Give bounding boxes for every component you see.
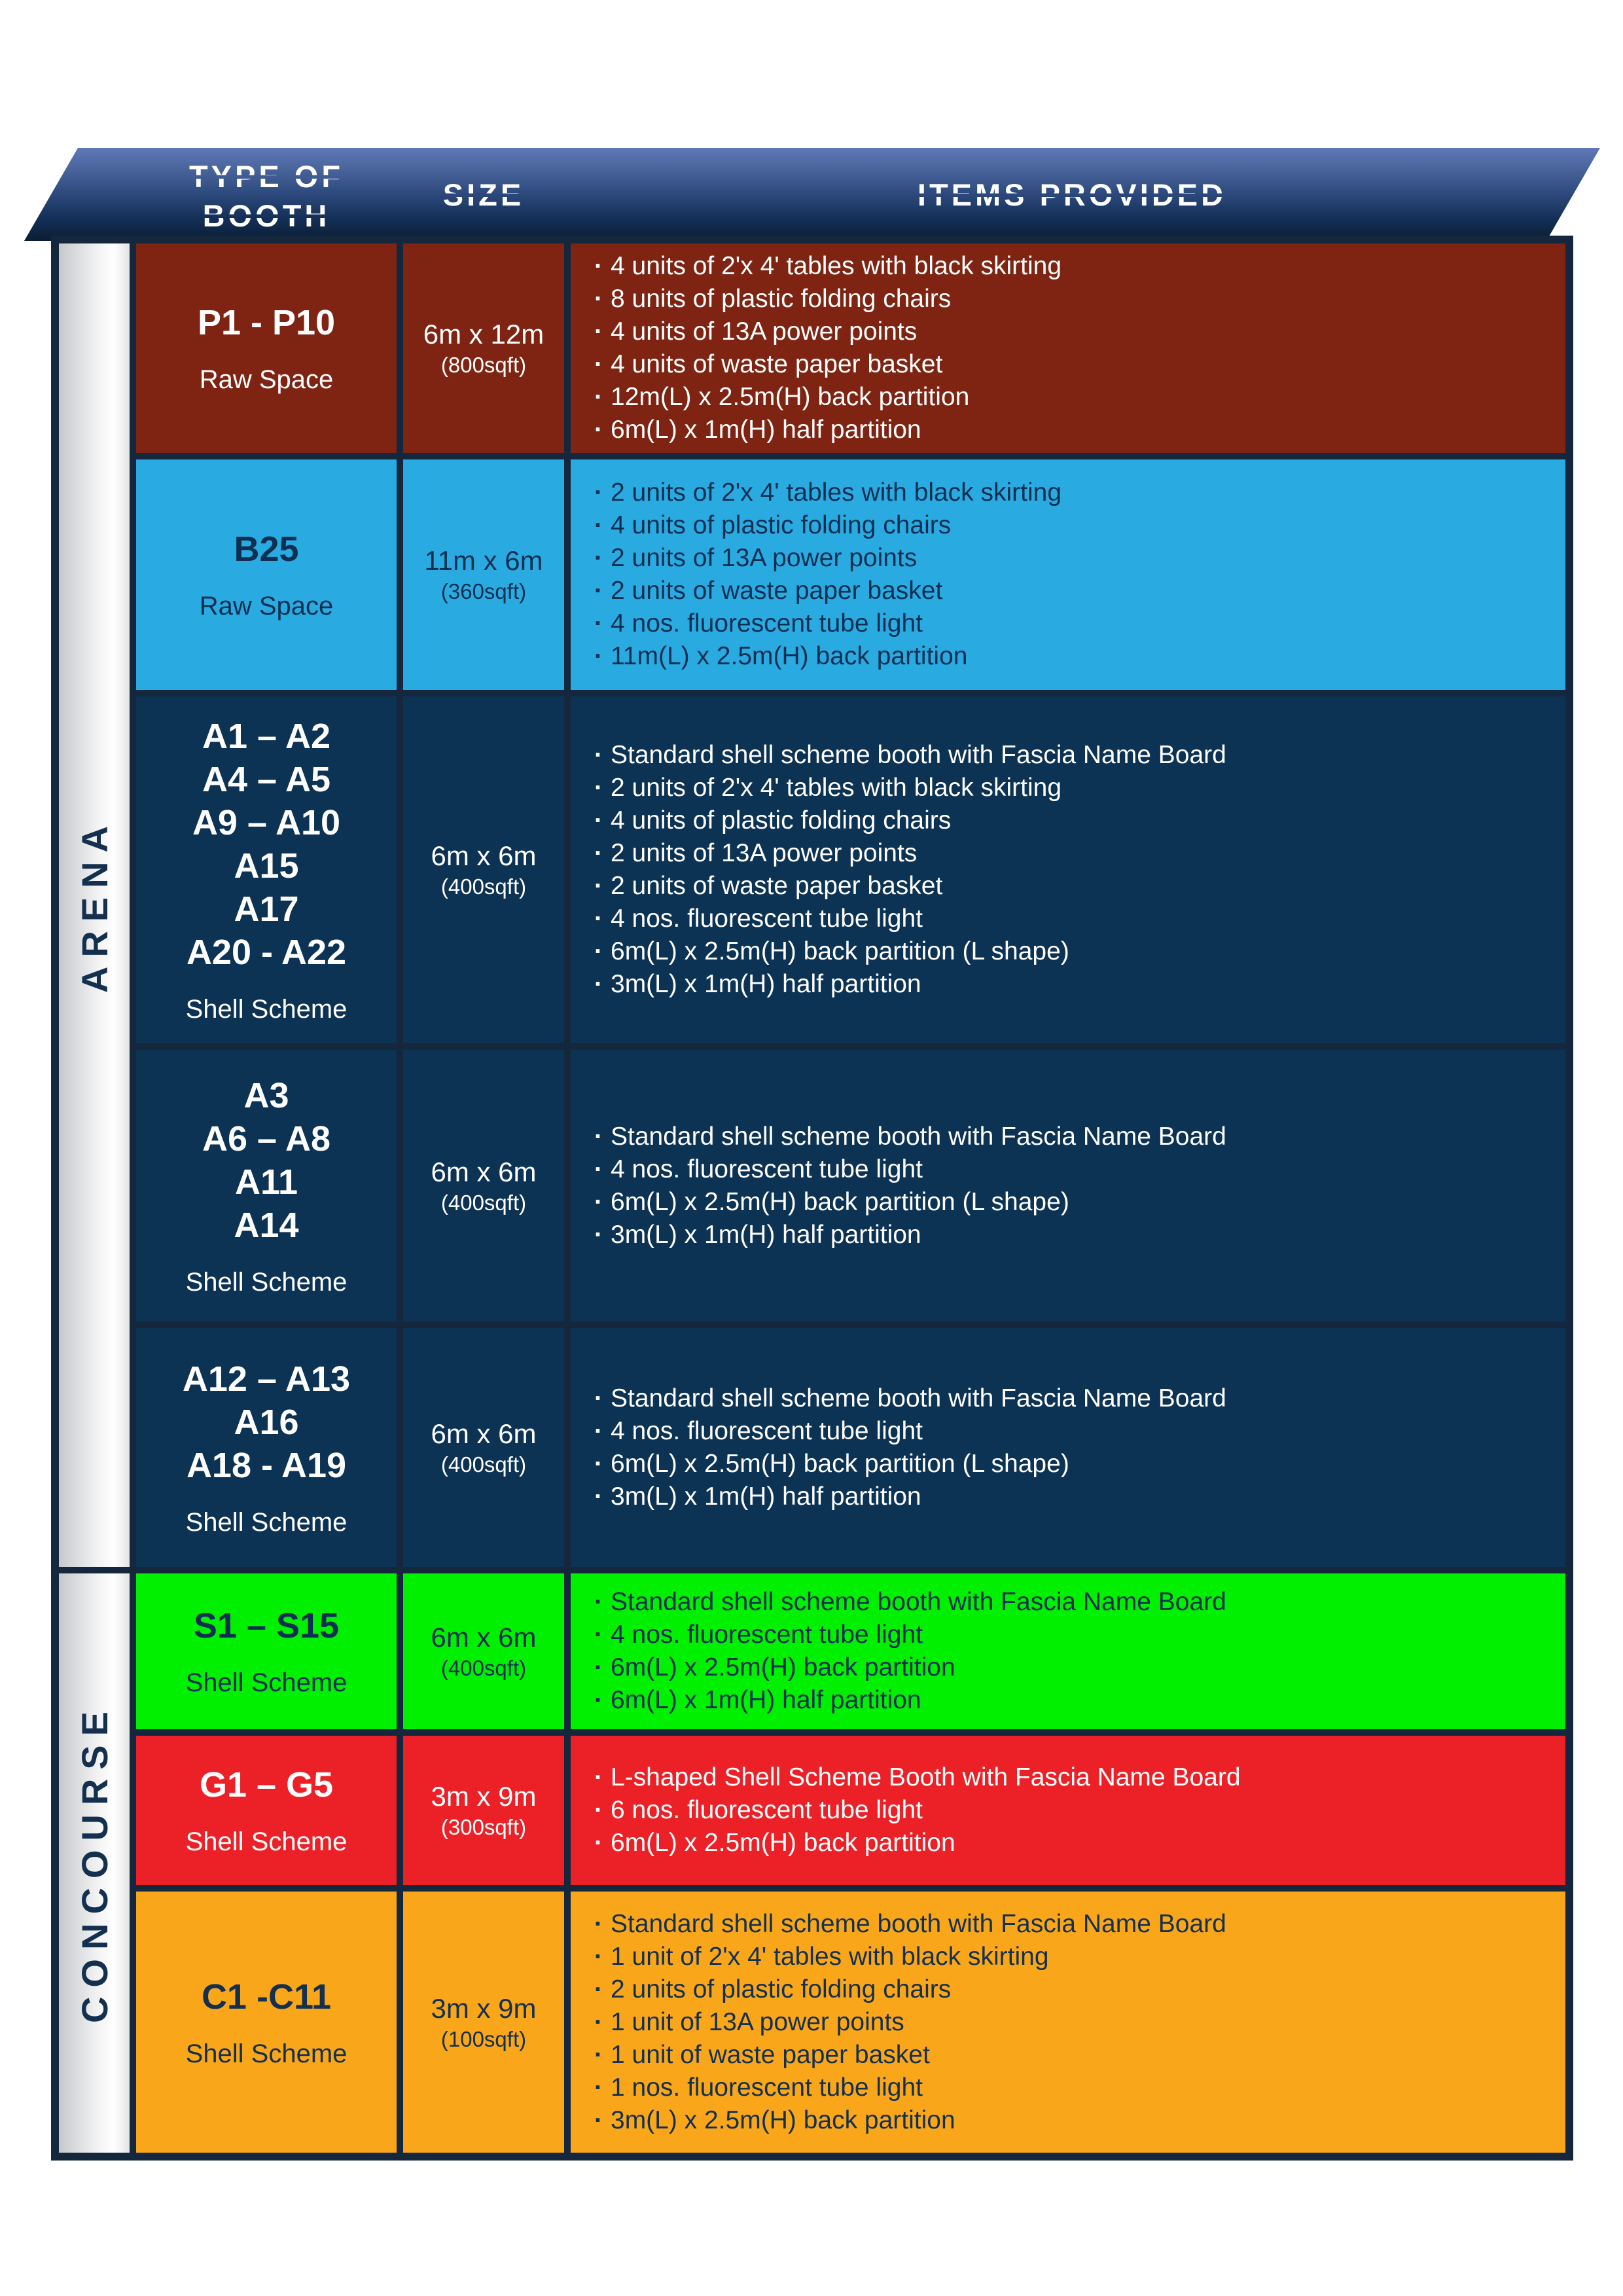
column-header-type-line1: TYPE OF [188, 159, 344, 194]
booth-code: A6 – A8 [202, 1119, 331, 1158]
size-dimensions: 6m x 6m [431, 840, 537, 871]
booth-table [51, 236, 1573, 2161]
booth-cell [136, 1328, 397, 1567]
size-cell [403, 1328, 564, 1567]
item-provided: · 1 unit of 13A power points [593, 2006, 1552, 2039]
item-provided: · 4 units of 2'x 4' tables with black skirting [593, 250, 1552, 283]
items-cell [571, 696, 1565, 1043]
size-area-note: (300sqft) [440, 1815, 527, 1839]
header-banner-labels [0, 0, 1623, 249]
booth-type: Raw Space [199, 592, 334, 620]
booth-type: Shell Scheme [185, 1668, 348, 1697]
items-list [593, 1586, 1552, 1717]
size-area-note: (400sqft) [440, 1656, 527, 1680]
booth-cell [136, 243, 397, 453]
size-cell [403, 1050, 564, 1321]
section-label: ARENA [73, 817, 115, 994]
item-provided: · Standard shell scheme booth with Fascia Name Board [593, 1121, 1552, 1153]
item-provided: · 2 units of 2'x 4' tables with black skirting [593, 476, 1552, 509]
size-dimensions: 6m x 12m [423, 319, 544, 350]
size-area-note: (800sqft) [440, 353, 527, 377]
booth-code: B25 [234, 529, 299, 569]
item-provided: · 8 units of plastic folding chairs [593, 283, 1552, 315]
booth-code: A14 [234, 1205, 299, 1245]
item-provided: · 3m(L) x 1m(H) half partition [593, 1480, 1552, 1513]
item-provided: · 2 units of plastic folding chairs [593, 1973, 1552, 2006]
items-cell [571, 459, 1565, 690]
size-cell [403, 1736, 564, 1885]
item-provided: · 4 units of plastic folding chairs [593, 804, 1552, 837]
item-provided: · 1 unit of waste paper basket [593, 2039, 1552, 2072]
booth-type: Raw Space [199, 365, 334, 394]
items-list [593, 1382, 1552, 1513]
column-header-items-provided: ITEMS PROVIDED [917, 177, 1227, 212]
items-list [593, 1761, 1552, 1859]
item-provided: · 4 nos. fluorescent tube light [593, 903, 1552, 935]
items-cell [571, 1573, 1565, 1729]
item-provided: · 4 units of waste paper basket [593, 348, 1552, 381]
items-list [593, 1908, 1552, 2137]
item-provided: · 6m(L) x 1m(H) half partition [593, 1684, 1552, 1717]
booth-code: A17 [234, 889, 299, 929]
booth-code: A18 - A19 [186, 1445, 347, 1485]
item-provided: · 3m(L) x 1m(H) half partition [593, 1219, 1552, 1251]
booth-code: A20 - A22 [186, 933, 347, 972]
booth-code: A4 – A5 [202, 760, 331, 799]
item-provided: · 4 nos. fluorescent tube light [593, 1415, 1552, 1448]
section-label: CONCOURSE [73, 1702, 115, 2024]
size-dimensions: 3m x 9m [431, 1992, 537, 2024]
booth-cell [136, 459, 397, 690]
item-provided: · 6 nos. fluorescent tube light [593, 1794, 1552, 1827]
booth-cell [136, 1892, 397, 2153]
size-cell [403, 243, 564, 453]
booth-type: Shell Scheme [185, 995, 348, 1024]
item-provided: · 6m(L) x 2.5m(H) back partition [593, 1827, 1552, 1859]
item-provided: · 6m(L) x 2.5m(H) back partition (L shape) [593, 1448, 1552, 1480]
items-cell [571, 1736, 1565, 1885]
items-cell [571, 1892, 1565, 2153]
item-provided: · 6m(L) x 2.5m(H) back partition [593, 1651, 1552, 1684]
size-area-note: (100sqft) [440, 2026, 527, 2051]
items-list [593, 476, 1552, 673]
item-provided: · 6m(L) x 1m(H) half partition [593, 414, 1552, 446]
size-area-note: (400sqft) [440, 1190, 527, 1215]
item-provided: · 6m(L) x 2.5m(H) back partition (L shape) [593, 935, 1552, 968]
size-dimensions: 11m x 6m [424, 545, 543, 576]
size-area-note: (360sqft) [440, 579, 527, 603]
item-provided: · L-shaped Shell Scheme Booth with Fascia Name Board [593, 1761, 1552, 1794]
booth-code: A9 – A10 [192, 803, 341, 842]
size-dimensions: 6m x 6m [431, 1156, 537, 1187]
item-provided: · 4 nos. fluorescent tube light [593, 607, 1552, 640]
section-strip-concourse [59, 1573, 130, 2153]
booth-type: Shell Scheme [185, 2039, 348, 2068]
item-provided: · 3m(L) x 2.5m(H) back partition [593, 2104, 1552, 2137]
size-dimensions: 6m x 6m [431, 1418, 537, 1449]
items-list [593, 250, 1552, 446]
item-provided: · 1 nos. fluorescent tube light [593, 2072, 1552, 2104]
column-header-size: SIZE [442, 177, 525, 212]
booth-type: Shell Scheme [185, 1507, 348, 1537]
item-provided: · 12m(L) x 2.5m(H) back partition [593, 381, 1552, 414]
item-provided: · 4 nos. fluorescent tube light [593, 1153, 1552, 1186]
item-provided: · 4 nos. fluorescent tube light [593, 1619, 1552, 1651]
booth-code: A12 – A13 [182, 1359, 351, 1399]
item-provided: · 2 units of waste paper basket [593, 870, 1552, 903]
booth-type: Shell Scheme [185, 1267, 348, 1297]
item-provided: · 1 unit of 2'x 4' tables with black skirting [593, 1941, 1552, 1973]
item-provided: · 4 units of plastic folding chairs [593, 509, 1552, 542]
booth-cell [136, 696, 397, 1043]
items-list [593, 1121, 1552, 1251]
item-provided: · 11m(L) x 2.5m(H) back partition [593, 640, 1552, 673]
column-header-type-of-booth [136, 157, 397, 236]
items-cell [571, 243, 1565, 453]
section-strip-arena [59, 243, 130, 1567]
items-list [593, 739, 1552, 1001]
booth-cell [136, 1050, 397, 1321]
booth-code: A15 [234, 846, 299, 886]
booth-type: Shell Scheme [185, 1827, 348, 1856]
booth-code: C1 -C11 [201, 1977, 332, 2017]
item-provided: · Standard shell scheme booth with Fascia Name Board [593, 1382, 1552, 1415]
booth-code: A16 [234, 1402, 299, 1442]
items-cell [571, 1328, 1565, 1567]
size-area-note: (400sqft) [440, 874, 527, 899]
booth-code: A3 [243, 1075, 289, 1115]
booth-code: S1 – S15 [193, 1606, 340, 1645]
booth-cell [136, 1573, 397, 1729]
size-cell [403, 459, 564, 690]
size-dimensions: 3m x 9m [431, 1781, 537, 1812]
size-cell [403, 1573, 564, 1729]
item-provided: · Standard shell scheme booth with Fascia Name Board [593, 1586, 1552, 1619]
item-provided: · 2 units of waste paper basket [593, 575, 1552, 607]
size-area-note: (400sqft) [440, 1452, 527, 1477]
item-provided: · 4 units of 13A power points [593, 315, 1552, 348]
item-provided: · 6m(L) x 2.5m(H) back partition (L shape) [593, 1186, 1552, 1219]
booth-code: G1 – G5 [199, 1765, 334, 1804]
item-provided: · Standard shell scheme booth with Fascia Name Board [593, 739, 1552, 772]
item-provided: · 2 units of 13A power points [593, 837, 1552, 870]
size-cell [403, 696, 564, 1043]
booth-code: A1 – A2 [202, 717, 331, 756]
item-provided: · 2 units of 2'x 4' tables with black skirting [593, 772, 1552, 804]
items-cell [571, 1050, 1565, 1321]
item-provided: · 3m(L) x 1m(H) half partition [593, 968, 1552, 1001]
booth-code: A11 [234, 1162, 298, 1202]
size-dimensions: 6m x 6m [431, 1622, 537, 1653]
booth-code: P1 - P10 [197, 303, 336, 342]
booth-cell [136, 1736, 397, 1885]
column-header-type-line2: BOOTH [202, 198, 330, 233]
size-cell [403, 1892, 564, 2153]
item-provided: · Standard shell scheme booth with Fascia Name Board [593, 1908, 1552, 1941]
item-provided: · 2 units of 13A power points [593, 542, 1552, 575]
